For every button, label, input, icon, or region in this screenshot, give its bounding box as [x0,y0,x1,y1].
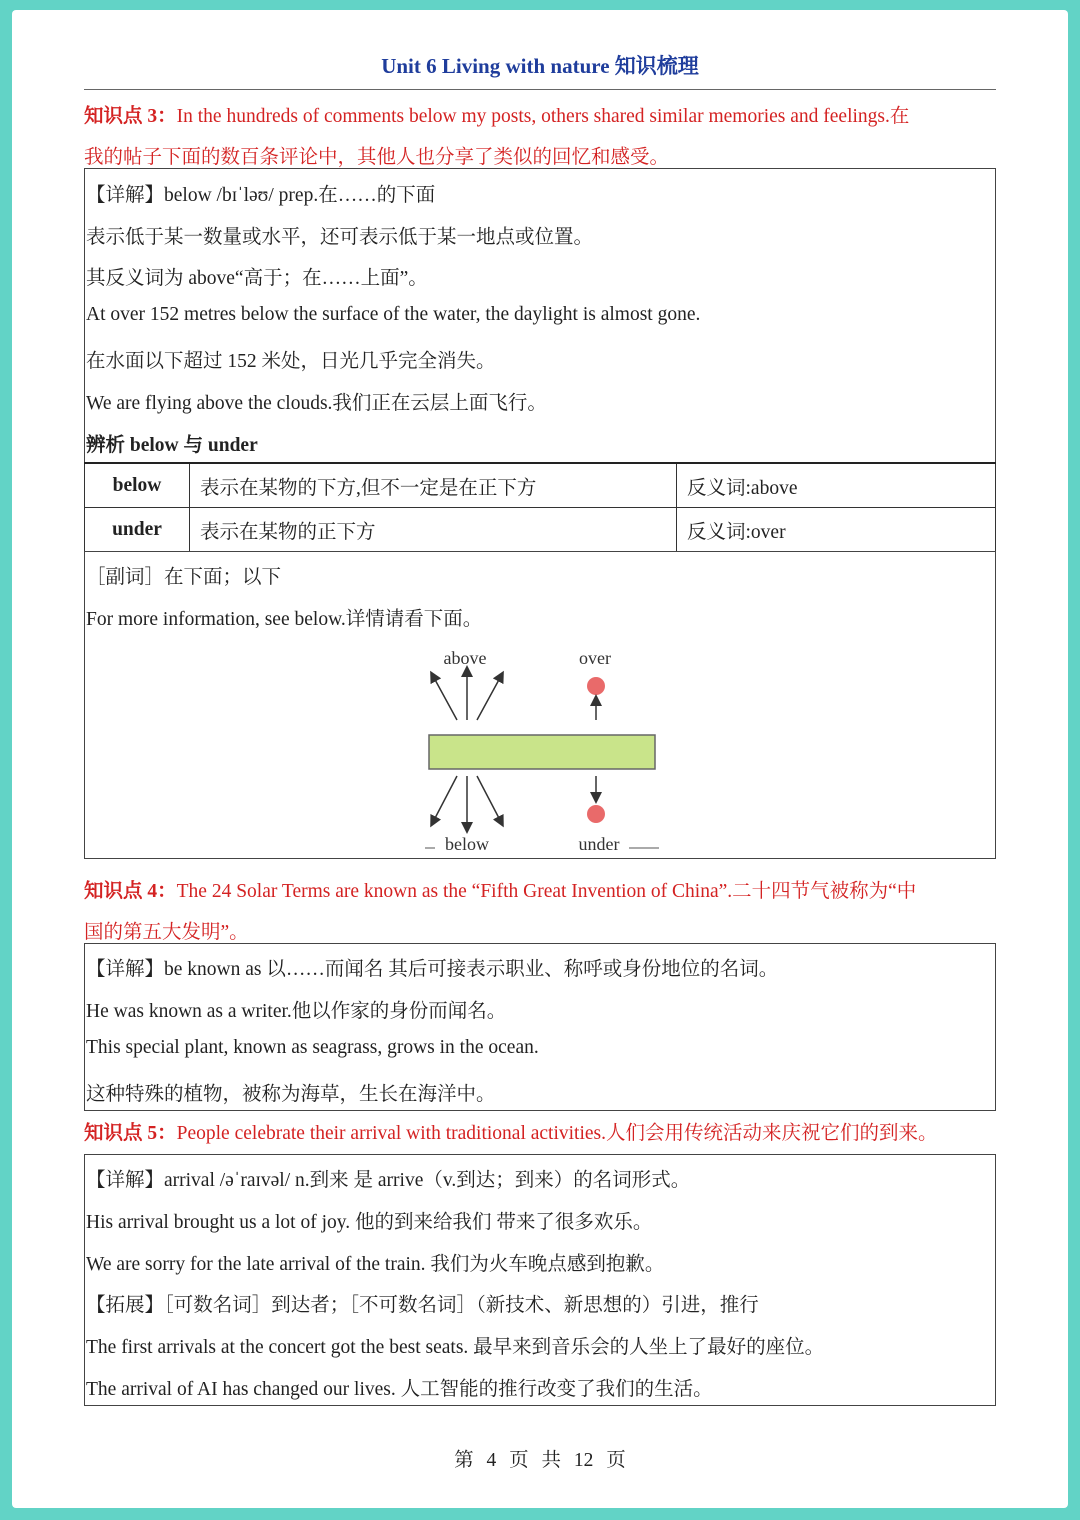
kp3-line-1 [84,96,1000,137]
diagram-label-below: below [445,834,489,854]
document-page [12,10,1068,1508]
kp3-detail-line: 表示低于某一数量或水平，还可表示低于某一地点或位置。 [86,227,594,248]
kp4-detail-line: 【详解】be known as 以……而闻名 其后可接表示职业、称呼或身份地位的名词。 [86,959,779,980]
kp5-explanation-box [84,1154,996,1406]
page-number: 第 4 页 共 12 页 [454,1450,626,1471]
kp4-example-line: He was known as a writer.他以作家的身份而闻名。 [86,1001,507,1022]
arrow-down-right [477,776,501,822]
table-cell-word: below [85,463,190,508]
diagram-label-over: over [579,648,611,668]
kp3-adverb-example: For more information, see below.详情请看下面。 [86,609,483,630]
kp3-detail-line: 【详解】below /bɪˈləʊ/ prep.在……的下面 [86,185,436,206]
arrow-up-left [433,676,457,720]
reference-bar [429,735,655,769]
knowledge-point-4 [84,871,1000,953]
table-row [85,463,996,508]
kp4-explanation-box [84,943,996,1111]
diagram-label-above: above [443,648,487,668]
kp4-label: 知识点 4： [84,881,177,902]
kp3-text-1: In the hundreds of comments below my posts, others shared similar memories and feelings.在 [176,106,910,127]
kp5-example-line: We are sorry for the late arrival of the train. 我们为火车晚点感到抱歉。 [86,1254,665,1275]
arrow-up-right [477,676,501,720]
table-cell-word: under [85,508,190,552]
kp5-extension-line: 【拓展】［可数名词］到达者；［不可数名词］（新技术、新思想的）引进，推行 [86,1295,759,1316]
kp4-example-line: This special plant, known as seagrass, grows in the ocean. [86,1037,539,1058]
kp3-adverb-box [84,551,996,859]
arrow-down-left [433,776,457,822]
diagram-label-under: under [578,834,620,854]
kp3-example-line: 在水面以下超过 152 米处，日光几乎完全消失。 [86,351,496,372]
kp4-line-1 [84,871,1000,912]
kp3-explanation-box [84,168,996,464]
kp3-example-line: We are flying above the clouds.我们正在云层上面飞行。 [86,393,547,414]
kp4-text-1: The 24 Solar Terms are known as the “Fifth Great Invention of China”.二十四节气被称为“中 [176,881,917,902]
kp5-text-1: People celebrate their arrival with traditional activities.人们会用传统活动来庆祝它们的到来。 [176,1123,938,1144]
over-dot [587,677,605,695]
kp3-detail-line: 其反义词为 above“高于；在……上面”。 [86,268,428,289]
kp3-analysis-heading: 辨析 below 与 under [86,435,258,456]
page-header-title: Unit 6 Living with nature 知识梳理 [381,54,699,78]
kp5-example-line: His arrival brought us a lot of joy. 他的到来给我们 带来了很多欢乐。 [86,1212,653,1233]
table-cell-meaning: 表示在某物的正下方 [190,508,677,552]
kp3-text-2: 我的帖子下面的数百条评论中，其他人也分享了类似的回忆和感受。 [84,147,670,168]
kp5-example-line: The first arrivals at the concert got the best seats. 最早来到音乐会的人坐上了最好的座位。 [86,1337,825,1358]
kp5-label: 知识点 5： [84,1123,177,1144]
kp3-adverb-line: ［副词］在下面；以下 [86,567,282,588]
kp5-example-line: The arrival of AI has changed our lives. 人工智能的推行改变了我们的生活。 [86,1379,713,1400]
table-cell-meaning: 表示在某物的下方,但不一定是在正下方 [190,463,677,508]
kp4-example-line: 这种特殊的植物，被称为海草，生长在海洋中。 [86,1084,496,1105]
above-below-diagram [415,638,665,858]
table-cell-antonym: 反义词:above [677,463,996,508]
kp4-text-2: 国的第五大发明”。 [84,922,249,943]
below-under-table [84,462,996,552]
under-dot [587,805,605,823]
header-divider [84,89,996,90]
table-row [85,508,996,552]
kp3-example-line: At over 152 metres below the surface of the water, the daylight is almost gone. [86,304,701,325]
knowledge-point-3 [84,96,1000,178]
kp5-line-1 [84,1113,1014,1154]
kp3-label: 知识点 3： [84,106,177,127]
table-cell-antonym: 反义词:over [677,508,996,552]
kp5-detail-line: 【详解】arrival /əˈraɪvəl/ n.到来 是 arrive（v.到达；到来）的名词形式。 [86,1170,691,1191]
knowledge-point-5 [84,1113,1014,1154]
